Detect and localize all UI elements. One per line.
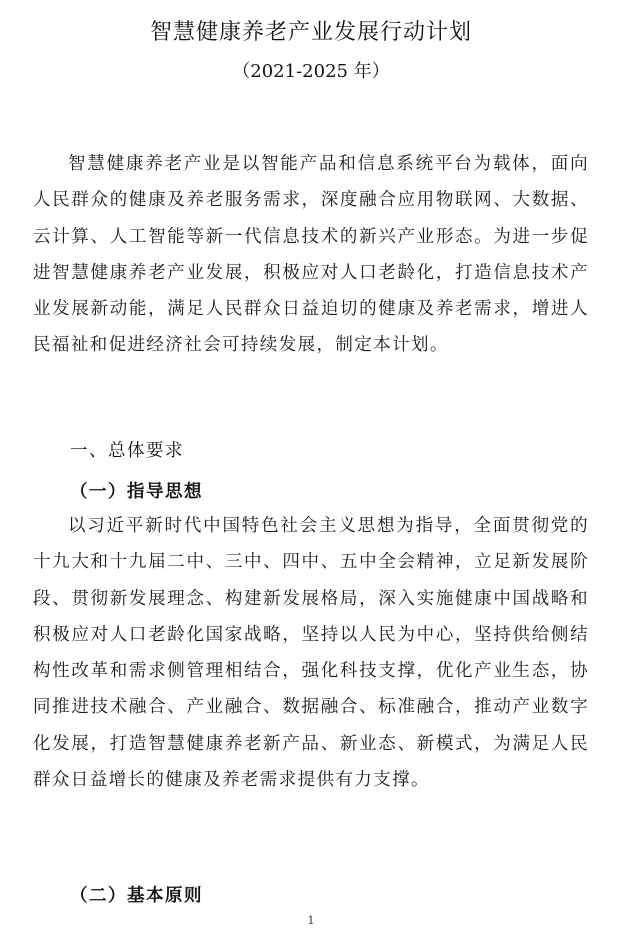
guiding-ideology-paragraph: 以习近平新时代中国特色社会主义思想为指导，全面贯彻党的十九大和十九届二中、三中、四中、五中全会精神，立足新发展阶段、贯彻新发展理念、构建新发展格局，深入实施健康中国战略和积极应对人口老龄化国家战略，坚持以人民为中心，坚持供给侧结构性改革和需求侧管理相结合，强化科技支撑，优化产业生态，协同推进技术融合、产业融合、数据融合、标准融合，推动产业数字化发展，打造智慧健康养老新产品、新业态、新模式，为满足人民群众日益增长的健康及养老需求提供有力支撑。	[33, 516, 589, 791]
intro-paragraph: 智慧健康养老产业是以智能产品和信息系统平台为载体，面向人民群众的健康及养老服务需求，深度融合应用物联网、大数据、云计算、人工智能等新一代信息技术的新兴产业形态。为进一步促进智慧健康养老产业发展，积极应对人口老龄化，打造信息技术产业发展新动能，满足人民群众日益迫切的健康及养老需求，增进人民福祉和促进经济社会可持续发展，制定本计划。	[33, 154, 589, 356]
document-subtitle: （2021-2025 年）	[232, 61, 390, 82]
page-number: 1	[307, 914, 315, 927]
document-title: 智慧健康养老产业发展行动计划	[149, 20, 472, 45]
subsection-heading-guiding-ideology: （一）指导思想	[70, 482, 203, 502]
subsection-heading-basic-principles: （二）基本原则	[70, 886, 203, 906]
section-heading-general-requirements: 一、总体要求	[70, 441, 184, 461]
